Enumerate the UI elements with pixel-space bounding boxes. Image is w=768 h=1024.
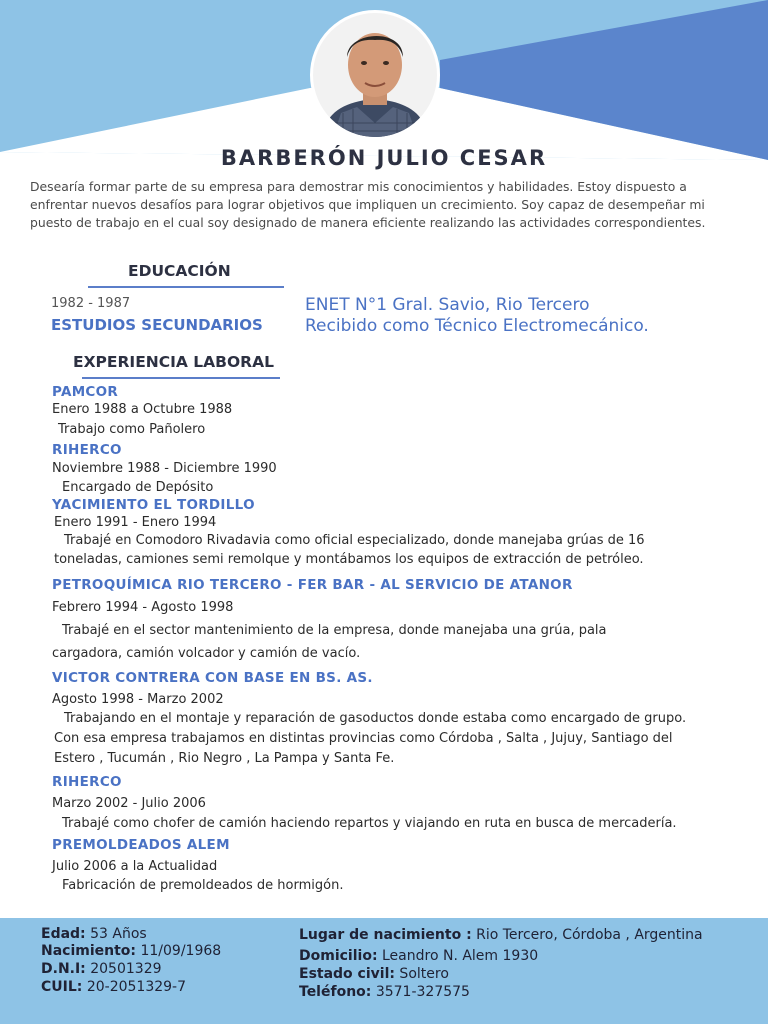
job-description: Trabajé como chofer de camión haciendo repartos y viajando en ruta en busca de mercadería. [62,816,677,831]
dni-field: D.N.I: 20501329 [41,961,162,977]
job-company: PAMCOR [52,384,119,400]
job-period: Enero 1988 a Octubre 1988 [52,402,233,417]
professional-summary: Desearía formar parte de su empresa para demostrar mis conocimientos y habilidades. Estoy dispuesto a enfrentar nuevos desafíos para lograr objetivos que impliquen un crecimiento. Soy capaz de desempeñar mi puesto de trabajo en el cual soy designado de manera eficiente realizando las actividades correspondientes. [30,179,706,231]
job-period: Julio 2006 a la Actualidad [52,859,218,874]
job-description: Trabajando en el montaje y reparación de gasoductos donde estaba como encargado de grupo. [64,711,687,726]
job-period: Agosto 1998 - Marzo 2002 [52,692,224,707]
education-school: ENET N°1 Gral. Savio, Rio Tercero [305,295,590,315]
address-field: Domicilio: Leandro N. Alem 1930 [299,948,539,964]
cuil-field: CUIL: 20-2051329-7 [41,979,187,995]
education-degree: Recibido como Técnico Electromecánico. [305,316,649,336]
job-period: Noviembre 1988 - Diciembre 1990 [52,461,277,476]
job-company: RIHERCO [52,442,122,458]
job-company: RIHERCO [52,774,122,790]
job-description: toneladas, camiones semi remolque y montábamos los equipos de extracción de petróleo. [54,552,644,567]
phone-field: Teléfono: 3571-327575 [299,984,470,1000]
job-description: Encargado de Depósito [62,480,214,495]
job-period: Enero 1991 - Enero 1994 [54,515,217,530]
job-company: PETROQUÍMICA RIO TERCERO - FER BAR - AL SERVICIO DE ATANOR [52,577,573,593]
marital-status-field: Estado civil: Soltero [299,966,449,982]
education-years: 1982 - 1987 [51,296,131,311]
job-period: Febrero 1994 - Agosto 1998 [52,600,234,615]
job-description: Trabajé en el sector mantenimiento de la empresa, donde manejaba una grúa, pala [62,623,607,638]
job-description: Trabajé en Comodoro Rivadavia como oficial especializado, donde manejaba grúas de 16 [64,533,645,548]
candidate-name: BARBERÓN JULIO CESAR [220,146,548,170]
job-description: Trabajo como Pañolero [58,422,206,437]
job-description: Fabricación de premoldeados de hormigón. [62,878,344,893]
experience-divider [82,377,280,379]
experience-title: EXPERIENCIA LABORAL [73,353,274,371]
personal-info-footer [0,918,768,1024]
age-field: Edad: 53 Años [41,926,147,942]
education-divider [88,286,284,288]
job-description: Estero , Tucumán , Rio Negro , La Pampa y Santa Fe. [54,751,395,766]
job-company: PREMOLDEADOS ALEM [52,837,230,853]
birthplace-field: Lugar de nacimiento : Rio Tercero, Córdoba , Argentina [299,927,703,943]
education-level: ESTUDIOS SECUNDARIOS [51,316,263,334]
job-company: YACIMIENTO EL TORDILLO [52,497,255,513]
job-period: Marzo 2002 - Julio 2006 [52,796,206,811]
job-company: VICTOR CONTRERA CON BASE EN BS. AS. [52,670,373,686]
job-description: cargadora, camión volcador y camión de vacío. [52,646,361,661]
profile-photo [310,10,440,140]
education-title: EDUCACIÓN [128,262,231,280]
birthdate-field: Nacimiento: 11/09/1968 [41,943,222,959]
job-description: Con esa empresa trabajamos en distintas provincias como Córdoba , Salta , Jujuy, Santiago del [54,731,673,746]
